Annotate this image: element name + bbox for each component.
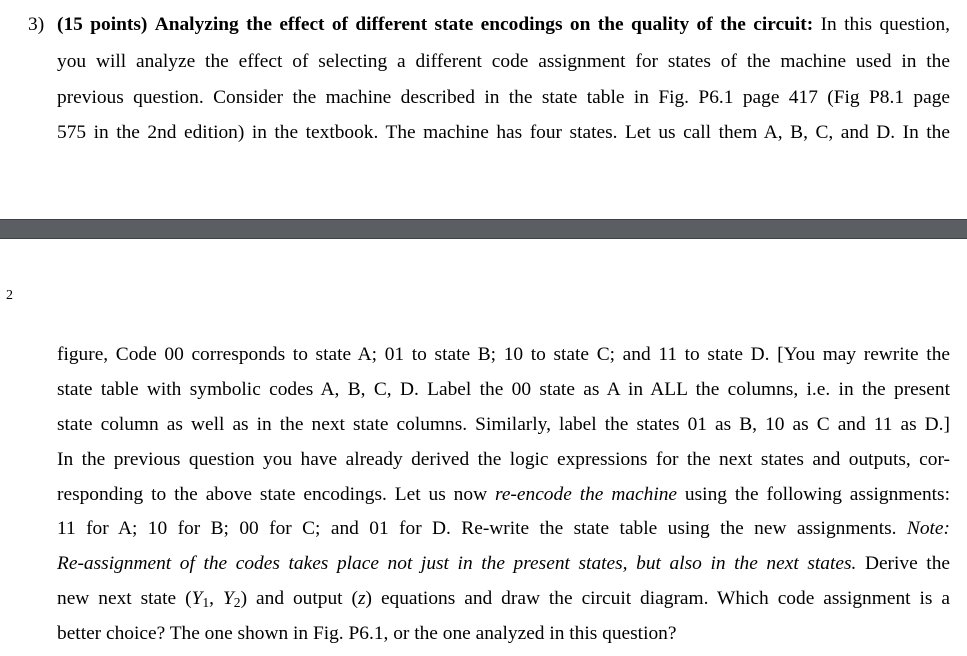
question-text-line-3: previous question. Consider the machine described in the state table in Fig. P6.1 page 417 (Fig P8.1 page [57, 87, 950, 108]
line-10-start: 11 for A; 10 for B; 00 for C; and 01 for D. Re-write the state table using the new assignments. [57, 518, 907, 539]
page-number: 2 [6, 288, 13, 303]
math-y2-subscript: 2 [233, 595, 241, 610]
question-heading-line [57, 13, 950, 37]
line-9-emphasis: re-encode the machine [495, 484, 678, 505]
question-text-line-5: figure, Code 00 corresponds to state A; 01 to state B; 10 to state C; and 11 to state D. [You may rewrite the [57, 344, 950, 365]
note-text: Re-assignment of the codes takes place not just in the present states, but also in the next states. [57, 553, 857, 574]
question-text-line-8: In the previous question you have already derived the logic expressions for the next states and outputs, cor- [57, 449, 950, 470]
line-12-end: ) equations and draw the circuit diagram. Which code assignment is a [365, 588, 950, 609]
note-label: Note: [906, 518, 950, 539]
math-y2: Y [223, 588, 234, 609]
question-text-line-11 [57, 552, 950, 576]
math-y1: Y [191, 588, 203, 609]
question-text-line-2: you will analyze the effect of selecting a different code assignment for states of the machine used in the [57, 51, 950, 72]
question-text-line-13: better choice? The one shown in Fig. P6.1, or the one analyzed in this question? [57, 623, 677, 644]
math-y1-subscript: 1 [202, 595, 210, 610]
line-9-end: using the following assignments: [677, 484, 950, 505]
question-text-line-10 [57, 517, 950, 541]
question-text-line-12 [57, 587, 950, 611]
line-9-start: responding to the above state encodings. Let us now [57, 484, 495, 505]
question-text-line-1: In this question, [820, 14, 951, 35]
math-z: z [357, 588, 366, 609]
line-11-end: Derive the [856, 553, 950, 574]
line-12-mid: ) and output ( [240, 588, 358, 609]
question-text-line-9 [57, 483, 950, 507]
question-title: Analyzing the effect of different state encodings on the quality of the circuit: [154, 14, 814, 35]
question-text-line-6: state table with symbolic codes A, B, C, D. Label the 00 state as A in ALL the columns, i.e. in the present [57, 379, 950, 400]
page-break-divider [0, 219, 967, 239]
question-text-line-7: state column as well as in the next state columns. Similarly, label the states 01 as B, 10 as C and 11 as D.] [57, 414, 950, 435]
question-text-line-4: 575 in the 2nd edition) in the textbook. The machine has four states. Let us call them A, B, C, and D. In the [57, 122, 950, 143]
question-points: (15 points) [57, 14, 148, 35]
math-separator: , [209, 588, 223, 609]
question-number: 3) [28, 14, 45, 35]
line-12-start: new next state ( [57, 588, 192, 609]
